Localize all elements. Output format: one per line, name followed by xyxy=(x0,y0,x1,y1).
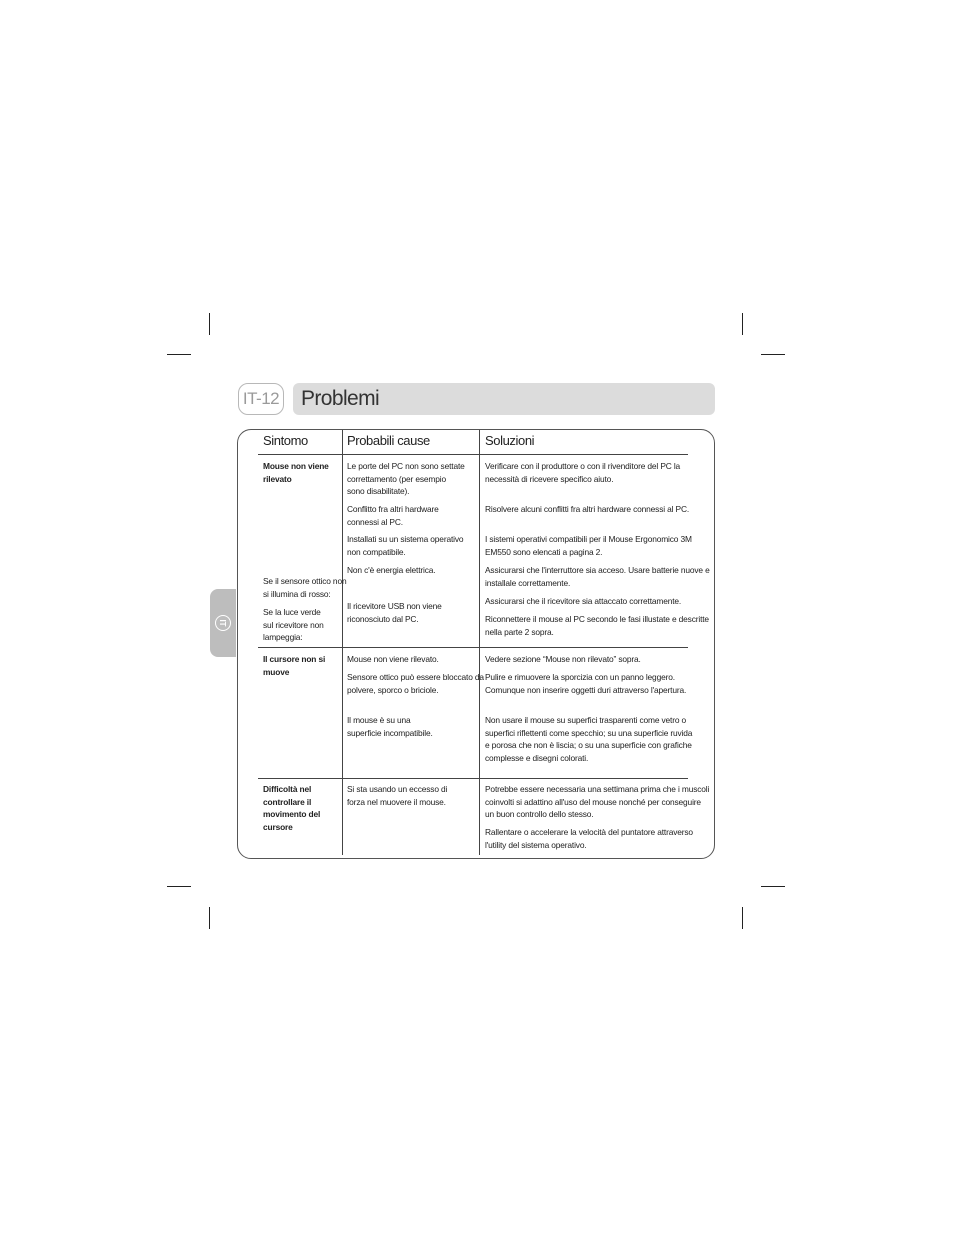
cause-item: Non c'è energia elettrica. xyxy=(347,565,436,575)
solution-item: Risolvere alcuni conflitti fra altri hardware connessi al PC. xyxy=(485,504,690,514)
crop-mark xyxy=(209,907,210,929)
row-divider xyxy=(258,778,688,779)
cause-item: Il mouse è su una superficie incompatibile. xyxy=(347,715,433,738)
solution-item: Non usare il mouse su superfici trasparenti come vetro o superfici riflettenti come specchio; su una superficie ruvida e porosa che non è liscia; o su una superficie con grafiche complesse e disegni colorati. xyxy=(485,715,693,763)
solution-item: Riconnettere il mouse al PC secondo le fasi illustate e descritte nella parte 2 sopra. xyxy=(485,614,709,637)
solution-item: Pulire e rimuovere la sporcizia con un panno leggero. Comunque non inserire oggetti duri attraverso l'apertura. xyxy=(485,672,687,695)
language-tab xyxy=(210,589,236,657)
solution-item: Assicurarsi che l'interruttore sia acceso. Usare batterie nuove e installale correttamente. xyxy=(485,565,710,588)
column-header-symptom: Sintomo xyxy=(263,433,308,448)
solution-item: Assicurarsi che il ricevitore sia attaccato correttamente. xyxy=(485,596,682,606)
symptom-mouse-not-detected: Mouse non viene rilevato xyxy=(263,461,329,484)
crop-mark xyxy=(742,313,743,335)
column-header-causes: Probabili cause xyxy=(347,433,430,448)
solution-item: Rallentare o accelerare la velocità del puntatore attraverso l'utility del sistema operativo. xyxy=(485,827,693,850)
solution-item: Potrebbe essere necessaria una settimana prima che i muscoli coinvolti si adattino all'uso del mouse nonché per conseguire un buon controllo dello stesso. xyxy=(485,784,710,819)
symptom-condition: Se il sensore ottico non si illumina di rosso: xyxy=(263,576,347,599)
column-header-solutions: Soluzioni xyxy=(485,433,535,448)
solution-item: I sistemi operativi compatibili per il Mouse Ergonomico 3M EM550 sono elencati a pagina 2. xyxy=(485,534,692,557)
title-bar xyxy=(293,383,715,415)
crop-mark xyxy=(761,886,785,887)
symptom-cursor-control: Difficoltà nel controllare il movimento del cursore xyxy=(263,784,321,832)
cause-item: Le porte del PC non sono settate correttamento (per esempio sono disabilitate). xyxy=(347,461,465,496)
row-divider xyxy=(258,647,688,648)
crop-mark xyxy=(209,313,210,335)
column-divider xyxy=(479,430,480,855)
symptom-cursor-not-moving: Il cursore non si muove xyxy=(263,654,326,677)
page-title: Problemi xyxy=(301,387,380,410)
crop-mark xyxy=(167,886,191,887)
cause-item: Il ricevitore USB non viene riconosciuto dal PC. xyxy=(347,601,442,624)
column-divider xyxy=(342,430,343,855)
cause-item: Installati su un sistema operativo non compatibile. xyxy=(347,534,464,557)
crop-mark xyxy=(742,907,743,929)
symptom-condition: Se la luce verde sul ricevitore non lampeggia: xyxy=(263,607,324,642)
header-divider xyxy=(258,454,688,455)
cause-item: Si sta usando un eccesso di forza nel muovere il mouse. xyxy=(347,784,448,807)
cause-item: Sensore ottico può essere bloccato da polvere, sporco o briciole. xyxy=(347,672,484,695)
solution-item: Verificare con il produttore o con il rivenditore del PC la necessità di ricevere specifico aiuto. xyxy=(485,461,681,484)
language-badge: IT xyxy=(215,615,231,631)
page-number: IT-12 xyxy=(238,383,284,415)
crop-mark xyxy=(167,354,191,355)
cause-item: Conflitto fra altri hardware connessi al PC. xyxy=(347,504,439,527)
crop-mark xyxy=(761,354,785,355)
cause-item: Mouse non viene rilevato. xyxy=(347,654,439,664)
solution-item: Vedere sezione “Mouse non rilevato” sopra. xyxy=(485,654,641,664)
